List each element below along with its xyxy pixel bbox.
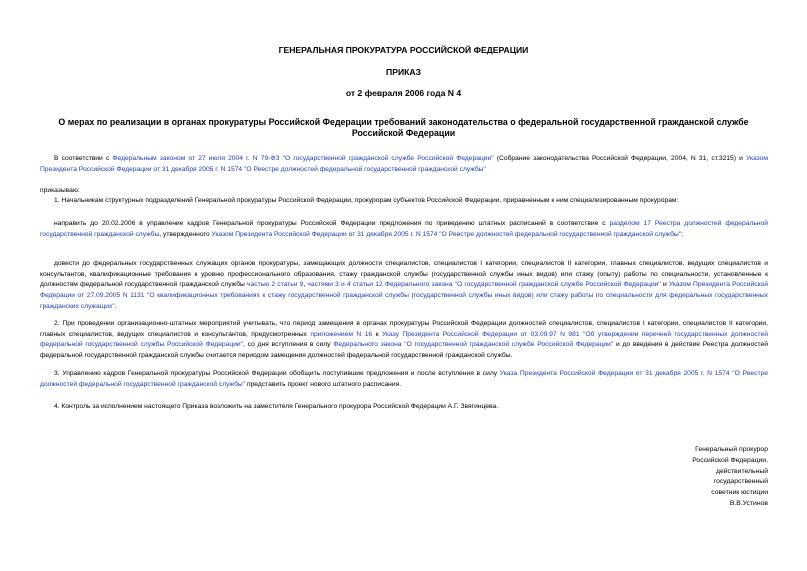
signature-block <box>628 445 768 510</box>
doc-title: О мерах по реализации в органах прокуратуры Российской Федерации требований законодательства о федеральной государственной гражданской службе Российской Федерации <box>58 117 749 138</box>
p2-text-1: 2. При проведении организационно-штатных мероприятий учитывать, что период замещения в органах прокуратуры Российской Федерации должностей специалистов, специалистов I категории, специалистов II категории, главных специалистов, ведущих специалистов и консультантов, предусмотренных <box>40 320 768 338</box>
paragraph-1a <box>40 219 768 240</box>
p1b-text-3: и <box>660 281 669 289</box>
link-federal-law-79fz[interactable]: Федеральным законом от 27 июля 2004 г. N 79-ФЗ "О государственной гражданской службе Российской Федерации" <box>112 155 494 162</box>
intro-text-1: В соответствии с <box>54 155 113 162</box>
order-word: приказываю: <box>40 187 80 194</box>
link-decree-1574-registry[interactable]: Указом Президента Российской Федерации от 31 декабря 2005 г. N 1574 "О Реестре должностей федеральной государственной гражданской службы" <box>211 230 682 238</box>
p1b-text-2: , <box>303 281 308 289</box>
link-appendix-16[interactable]: приложением N 16 <box>310 330 373 338</box>
doc-date-number: от 2 февраля 2006 года N 4 <box>345 88 462 98</box>
paragraph-3 <box>40 369 768 390</box>
org-name: ГЕНЕРАЛЬНАЯ ПРОКУРАТУРА РОССИЙСКОЙ ФЕДЕРАЦИИ <box>278 45 529 55</box>
signature-line-5: советник юстиции <box>711 489 768 497</box>
p1b-text-1: довести до федеральных государственных служащих органов прокуратуры, замещающих должности специалистов, специалистов I категории, специалистов II категории, главных специалистов, ведущих специалистов и консультантов, квалификационные требования к уровню профессионального образования, стажу гражданской службы (государственной службы иных видов) или стажу (опыту) работы по специальности, установленные к должностям федеральной государственной гражданской службы <box>40 260 768 289</box>
paragraph-1: 1. Начальникам структурных подразделений Генеральной прокуратуры Российской Федерации, прокурорам субъектов Российской Федерации, приравненным к ним специализированным прокурорам: <box>54 197 679 204</box>
link-article-12-parts-3-4[interactable]: частями 3 и 4 статьи 12 Федерального закона "О государственной гражданской службе Российской Федерации" <box>307 281 661 289</box>
p3-text-2: представить проект нового штатного расписания. <box>245 380 402 388</box>
signature-name: В.В.Устинов <box>729 499 768 507</box>
signature-line-2: Российской Федерации, <box>692 456 768 464</box>
link-decree-1131[interactable]: Указом Президента Российской Федерации от 27.09.2005 N 1131 "О квалификационных требованиях к стажу государственной гражданской службы (государственной службы иных видов) или стажу работы по специальности для федеральных государственных гражданских служащих" <box>40 281 768 310</box>
p1a-text-3: ; <box>681 230 683 238</box>
p1a-text-1: направить до 20.02.2006 в управление кадров Генеральной прокуратуры Российской Федерации предложения по приведению штатных расписаний в соответствие с <box>54 220 610 227</box>
link-decree-1574-p3[interactable]: Указа Президента Российской Федерации от 31 декабря 2005 г. N 1574 "О Реестре должностей федеральной государственной гражданской службы" <box>40 370 768 388</box>
p2-text-2: к <box>372 330 382 338</box>
link-decree-981[interactable]: Указу Президента Российской Федерации от 03.09.97 N 981 "Об утверждении перечней государственных должностей федеральной государственной службы Российской Федерации" <box>40 330 768 349</box>
p1a-text-2: , утвержденного <box>159 230 212 238</box>
paragraph-1b <box>40 259 768 313</box>
paragraph-4: 4. Контроль за исполнением настоящего Приказа возложить на заместителя Генерального прокурора Российской Федерации А.Г. Звягинцева. <box>54 403 499 410</box>
signature-line-3: действительный <box>716 467 768 475</box>
link-decree-1574[interactable]: Указом Президента Российской Федерации от 31 декабря 2005 г. N 1574 "О Реестре должностей федеральной государственной гражданской службы" <box>40 155 768 173</box>
paragraph-2 <box>40 319 768 362</box>
link-article-9-part-2[interactable]: частью 2 статьи 9 <box>247 281 304 289</box>
signature-line-4: государственный <box>713 478 768 486</box>
p1b-text-4: . <box>114 302 117 310</box>
p3-text-1: 3. Управлению кадров Генеральной прокуратуры Российской Федерации обобщить поступившие предложения и после вступления в силу <box>54 370 500 377</box>
link-federal-law-civil-service[interactable]: Федерального закона "О государственной гражданской службе Российской Федерации" <box>333 341 614 349</box>
signature-line-1: Генеральный прокурор <box>695 446 768 453</box>
p2-text-4: и до введения в действие Реестра должностей федеральной государственной гражданской службы считается периодом замещения должностей федеральной государственной гражданской службы. <box>40 341 768 360</box>
link-registry-section-17[interactable]: разделом 17 Реестра должностей федеральной государственной гражданской службы <box>40 220 768 238</box>
intro-paragraph <box>40 154 768 175</box>
p2-text-3: , со дня вступления в силу <box>243 341 334 349</box>
intro-text-2: (Собрание законодательства Российской Федерации, 2004, N 31, ст.3215) и <box>493 155 747 162</box>
doc-type: ПРИКАЗ <box>386 67 421 77</box>
